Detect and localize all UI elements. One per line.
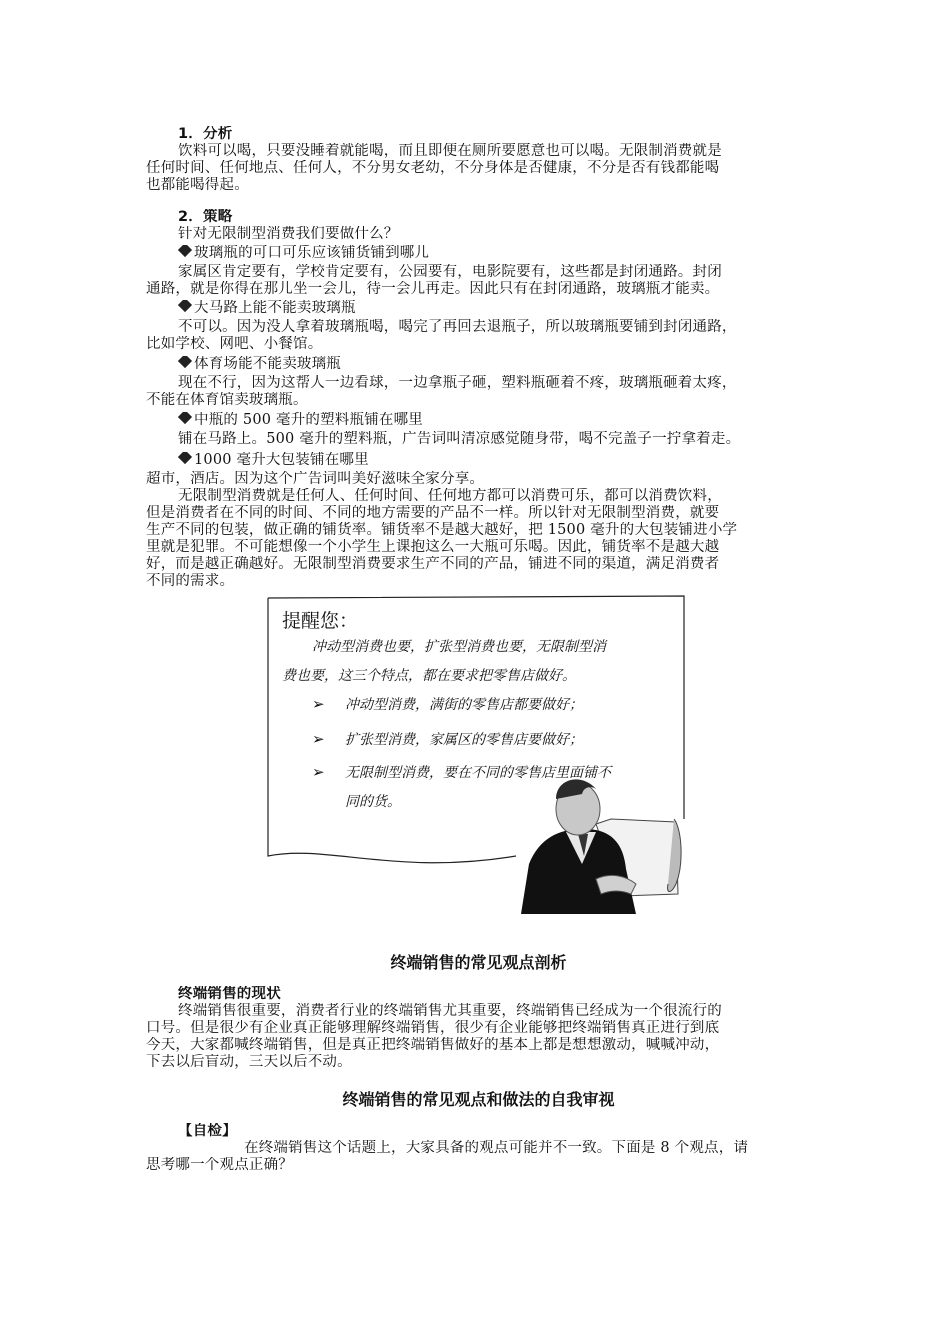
answer-1-line-1: 家属区肯定要有，学校肯定要有，公园要有，电影院要有，这些都是封闭通路。封闭 — [178, 264, 722, 280]
section1-line-3: 今天，大家都喊终端销售，但是真正把终端销售做好的基本上都是想想激动，喊喊冲动， — [146, 1037, 720, 1053]
question-text: 体育场能不能卖玻璃瓶 — [194, 356, 341, 372]
section1-line-1: 终端销售很重要，消费者行业的终端销售尤其重要，终端销售已经成为一个很流行的 — [178, 1003, 722, 1019]
strategy-intro: 针对无限制型消费我们要做什么？ — [178, 226, 399, 242]
section2-line-2: 思考哪一个观点正确？ — [146, 1157, 293, 1173]
diamond-bullet-icon — [178, 412, 192, 424]
analysis-line-1: 饮料可以喝，只要没睡着就能喝，而且即便在厕所要愿意也可以喝。无限制消费就是 — [178, 143, 722, 159]
answer-3-line-2: 不能在体育馆卖玻璃瓶。 — [146, 392, 308, 408]
section1-subheading: 终端销售的现状 — [178, 986, 281, 1002]
reminder-bullet-3: 无限制型消费，要在不同的零售店里面铺不 — [345, 765, 611, 781]
question-text: 1000 毫升大包装铺在哪里 — [194, 452, 369, 468]
summary-line-2: 但是消费者在不同的时间、不同的地方需要的产品不一样。所以针对无限制型消费，就要 — [146, 505, 720, 521]
diamond-bullet-icon — [178, 356, 192, 368]
question-text: 玻璃瓶的可口可乐应该铺货铺到哪儿 — [194, 245, 430, 261]
question-text: 大马路上能不能卖玻璃瓶 — [194, 300, 356, 316]
strategy-question-4 — [178, 412, 843, 429]
section1-title: 终端销售的常见观点剖析 — [390, 953, 567, 972]
businessman-icon — [521, 779, 636, 914]
analysis-line-2: 任何时间、任何地点、任何人，不分男女老幼，不分身体是否健康，不分是否有钱都能喝 — [146, 160, 720, 176]
reminder-title: 提醒您： — [282, 610, 359, 632]
answer-4-line-1: 铺在马路上。500 毫升的塑料瓶，广告词叫清凉感觉随身带，喝不完盖子一拧拿着走。 — [178, 431, 741, 447]
summary-line-3: 生产不同的包装，做正确的铺货率。铺货率不是越大越好，把 1500 毫升的大包装铺进小学 — [146, 522, 738, 538]
reminder-bullet-1: 冲动型消费，满街的零售店都要做好； — [345, 697, 583, 713]
arrow-bullet-icon: ➢ — [312, 730, 325, 748]
summary-line-4: 里就是犯罪。不可能想像一个小学生上课抱这么一大瓶可乐喝。因此，铺货率不是越大越 — [146, 539, 720, 555]
answer-3-line-1: 现在不行，因为这帮人一边看球，一边拿瓶子砸，塑料瓶砸着不疼，玻璃瓶砸着太疼， — [178, 375, 737, 391]
question-text: 中瓶的 500 毫升的塑料瓶铺在哪里 — [194, 412, 423, 428]
reminder-bullet-2: 扩张型消费，家属区的零售店要做好； — [345, 732, 583, 748]
reminder-bullet-3-cont: 同的货。 — [345, 794, 401, 810]
section2-title: 终端销售的常见观点和做法的自我审视 — [342, 1090, 615, 1109]
diamond-bullet-icon — [178, 300, 192, 312]
reminder-intro-line-1: 冲动型消费也要，扩张型消费也要，无限制型消 — [312, 639, 606, 655]
analysis-line-3: 也都能喝得起。 — [146, 177, 249, 193]
section1-line-2: 口号。但是很少有企业真正能够理解终端销售，很少有企业能够把终端销售真正进行到底 — [146, 1020, 720, 1036]
answer-2-line-2: 比如学校、网吧、小餐馆。 — [146, 336, 323, 352]
analysis-heading: 1．分析 — [178, 126, 233, 142]
answer-5-line-1: 超市，酒店。因为这个广告词叫美好滋味全家分享。 — [146, 471, 485, 487]
diamond-bullet-icon — [178, 245, 192, 257]
arrow-bullet-icon: ➢ — [312, 763, 325, 781]
section1-line-4: 下去以后盲动，三天以后不动。 — [146, 1054, 352, 1070]
section2-line-1: 在终端销售这个话题上，大家具备的观点可能并不一致。下面是 8 个观点，请 — [244, 1140, 749, 1156]
strategy-question-1 — [178, 245, 843, 262]
arrow-bullet-icon: ➢ — [312, 695, 325, 713]
strategy-question-2 — [178, 300, 843, 317]
selfcheck-label: 【自检】 — [178, 1123, 237, 1139]
diamond-bullet-icon — [178, 452, 192, 464]
answer-2-line-1: 不可以。因为没人拿着玻璃瓶喝，喝完了再回去退瓶子，所以玻璃瓶要铺到封闭通路， — [178, 319, 737, 335]
answer-1-line-2: 通路，就是你得在那儿坐一会儿，待一会儿再走。因此只有在封闭通路，玻璃瓶才能卖。 — [146, 281, 720, 297]
summary-line-1: 无限制型消费就是任何人、任何时间、任何地方都可以消费可乐，都可以消费饮料， — [178, 488, 722, 504]
summary-line-5: 好，而是越正确越好。无限制型消费要求生产不同的产品，铺进不同的渠道，满足消费者 — [146, 556, 720, 572]
strategy-heading: 2．策略 — [178, 209, 233, 225]
reminder-intro-line-2: 费也要，这三个特点，都在要求把零售店做好。 — [282, 668, 576, 684]
strategy-question-5 — [178, 452, 843, 469]
summary-line-6: 不同的需求。 — [146, 573, 235, 589]
strategy-question-3 — [178, 356, 843, 373]
